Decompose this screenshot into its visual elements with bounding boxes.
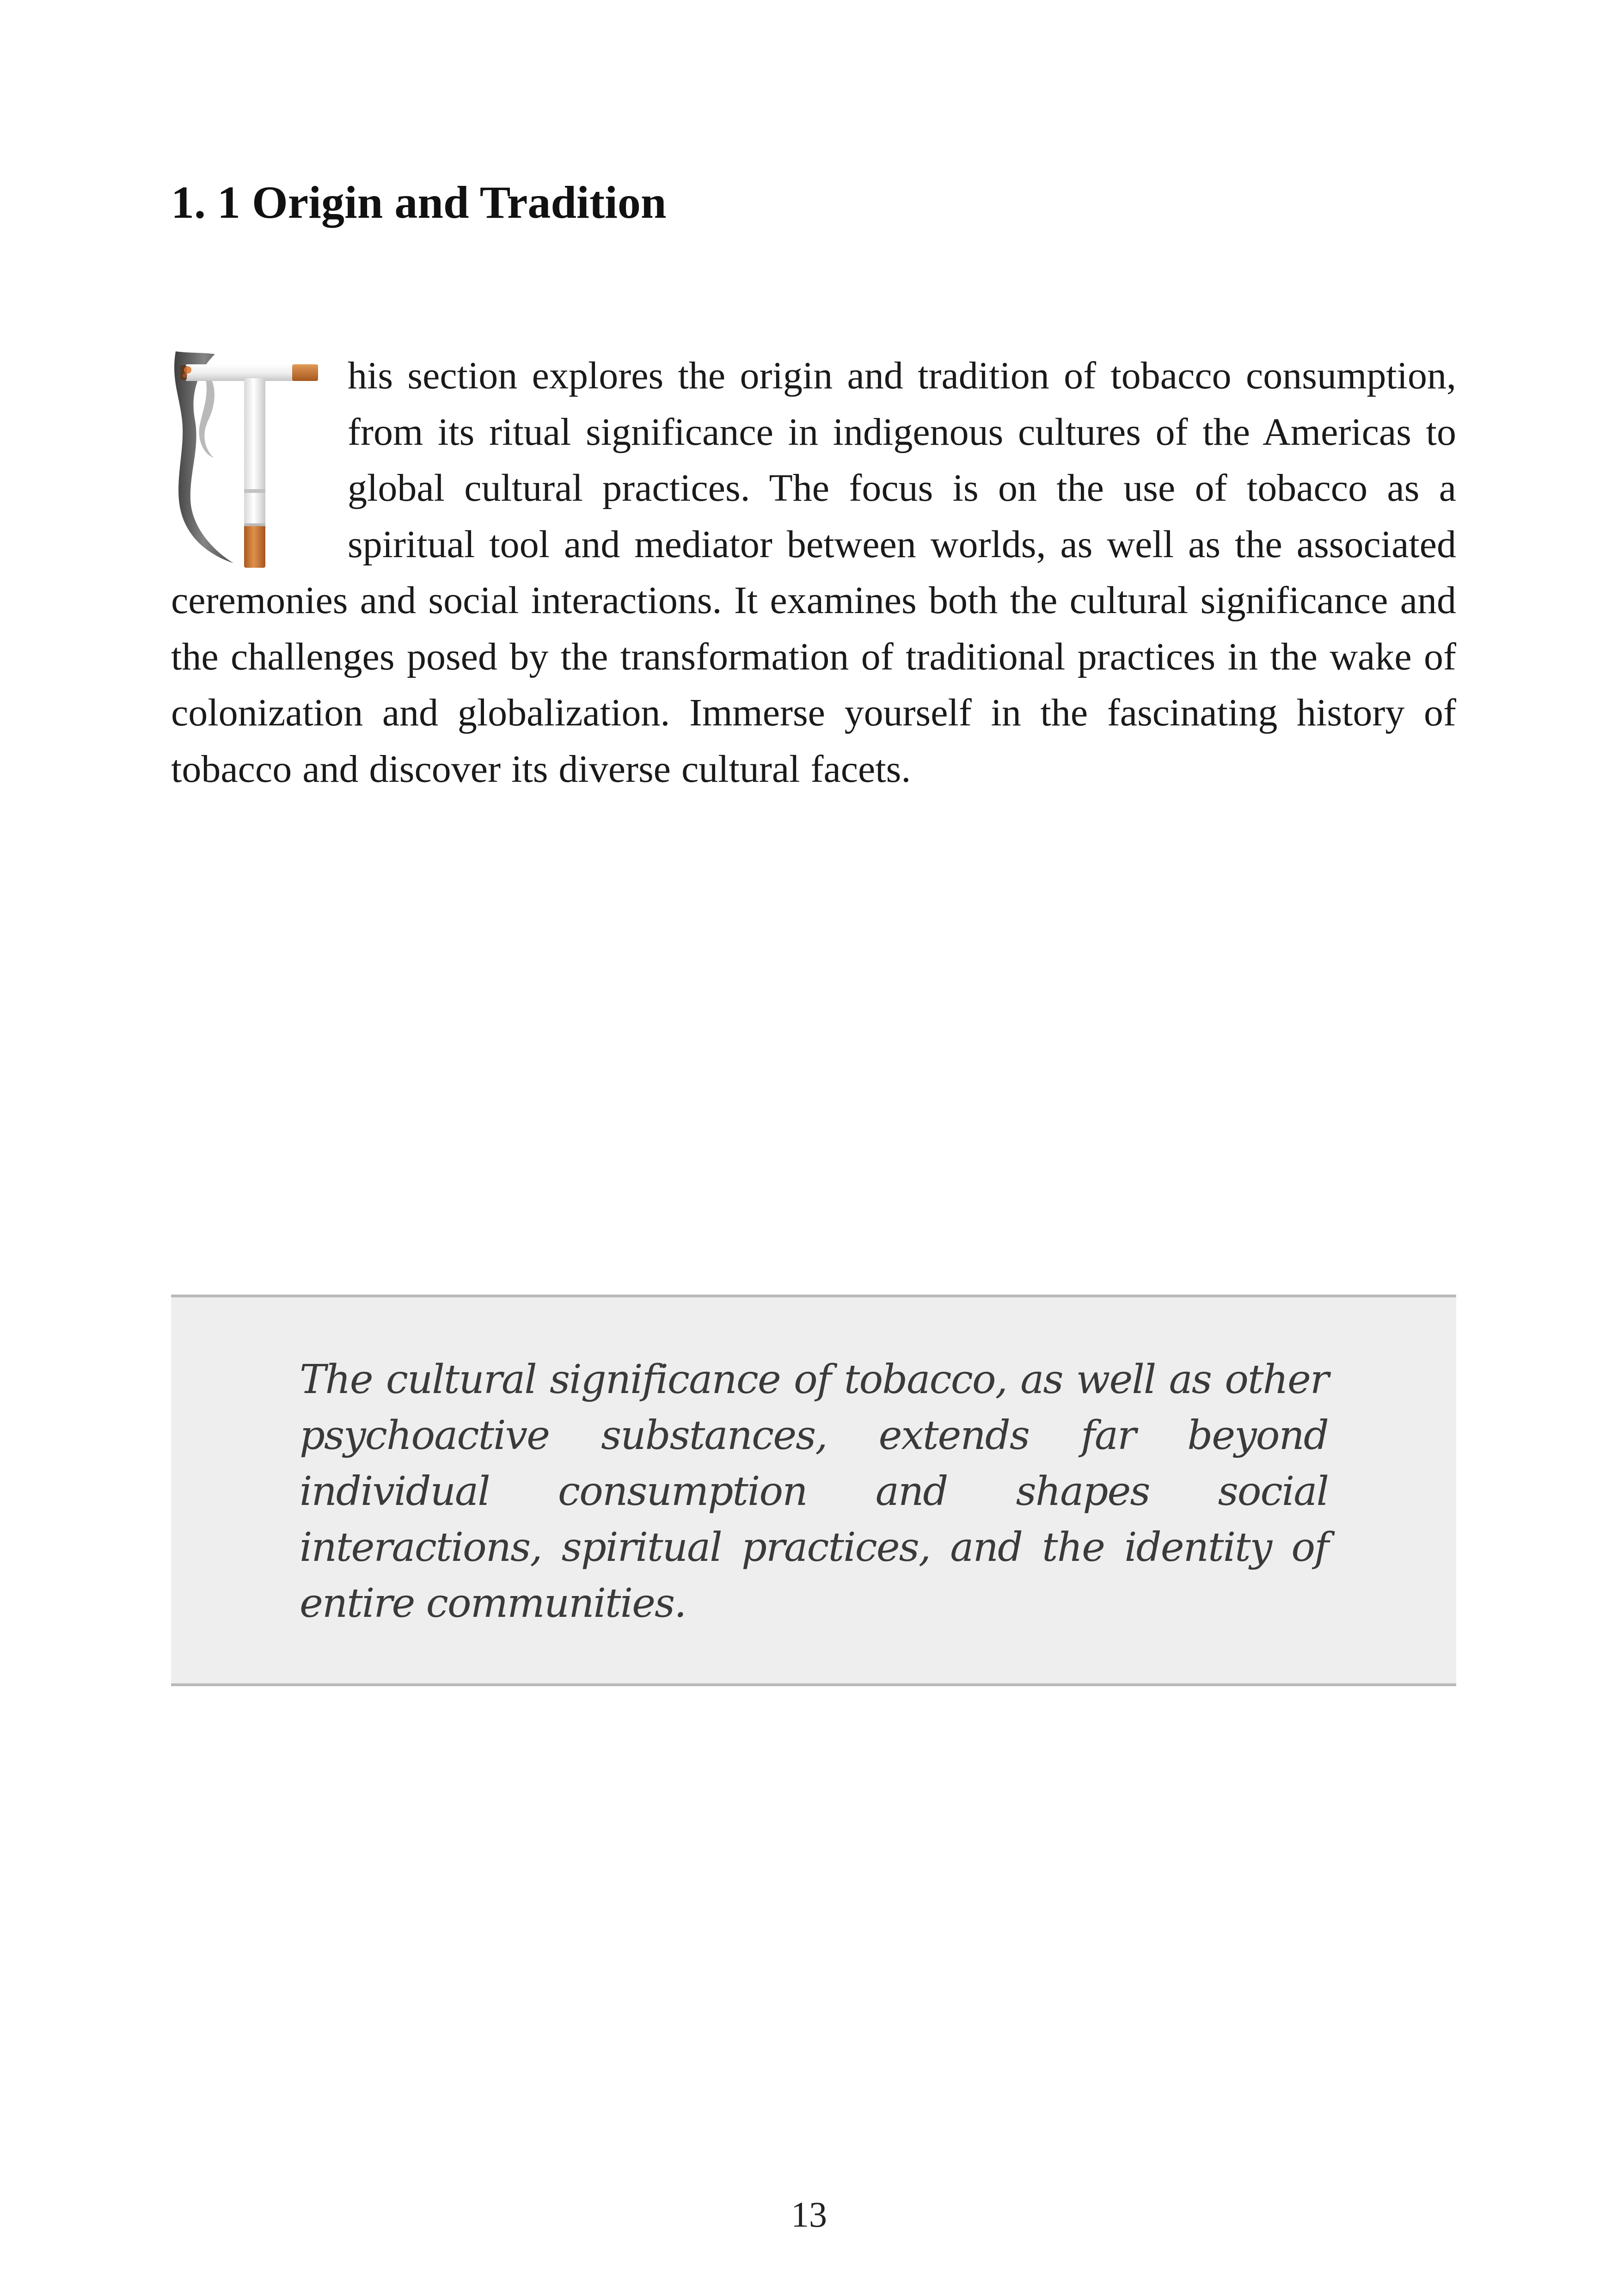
page-number: 13 xyxy=(791,2194,827,2235)
dropcap-cigarette-t xyxy=(171,351,324,569)
section-heading: 1. 1 Origin and Tradition xyxy=(171,177,667,228)
intro-paragraph xyxy=(171,348,1456,797)
pull-quote-box xyxy=(171,1295,1456,1686)
cigarette-t-icon xyxy=(171,351,324,569)
pull-quote-text: The cultural significance of tobacco, as well as other psychoactive substances, extends far beyond individual consumption and shapes social interactions, spiritual practices, and the identity of entire communities. xyxy=(300,1357,1328,1627)
intro-paragraph-text: his section explores the origin and tradition of tobacco consumption, from its ritual significance in indigenous cultures of the Americas to global cultural practices. The focus is on the use of tobacco as a spiritual tool and mediator between worlds, as well as the associated ceremonies and social interactions. It examines both the cultural significance and the challenges posed by the transformation of traditional practices in the wake of colonization and globalization. Immerse yourself in the fascinating history of tobacco and discover its diverse cultural facets. xyxy=(171,354,1456,791)
